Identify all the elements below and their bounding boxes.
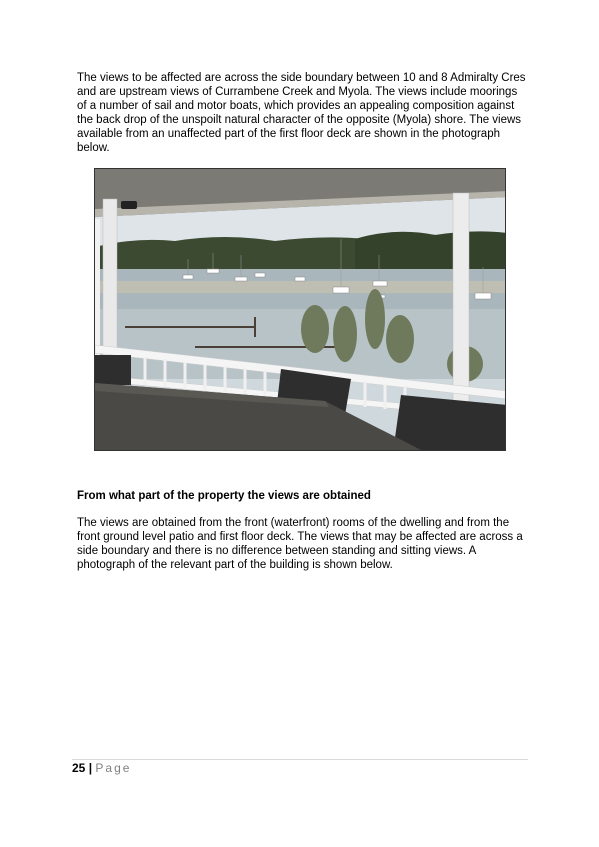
page-number: 25: [72, 761, 86, 775]
paragraph-views-obtained: The views are obtained from the front (waterfront) rooms of the dwelling and from the front ground level patio and first floor deck. The views that may be affected are across a side boundary and there is no difference between standing and sitting views. A photograph of the relevant part of the building is shown below.: [77, 517, 523, 571]
page-footer: [72, 761, 131, 775]
footer-divider: [72, 759, 528, 760]
section-heading: From what part of the property the views are obtained: [77, 490, 371, 502]
paragraph-views-affected: The views to be affected are across the side boundary between 10 and 8 Admiralty Cres and are upstream views of Currambene Creek and Myola. The views include moorings of a number of sail and motor boats, which provides an appealing composition against the back drop of the unspoilt natural character of the opposite (Myola) shore. The views available from an unaffected part of the first floor deck are shown in the photograph below.: [77, 72, 526, 154]
photo-illustration: [95, 169, 506, 451]
page-label: Page: [95, 761, 132, 775]
deck-view-photograph: [94, 168, 506, 451]
footer-separator: |: [88, 761, 93, 775]
